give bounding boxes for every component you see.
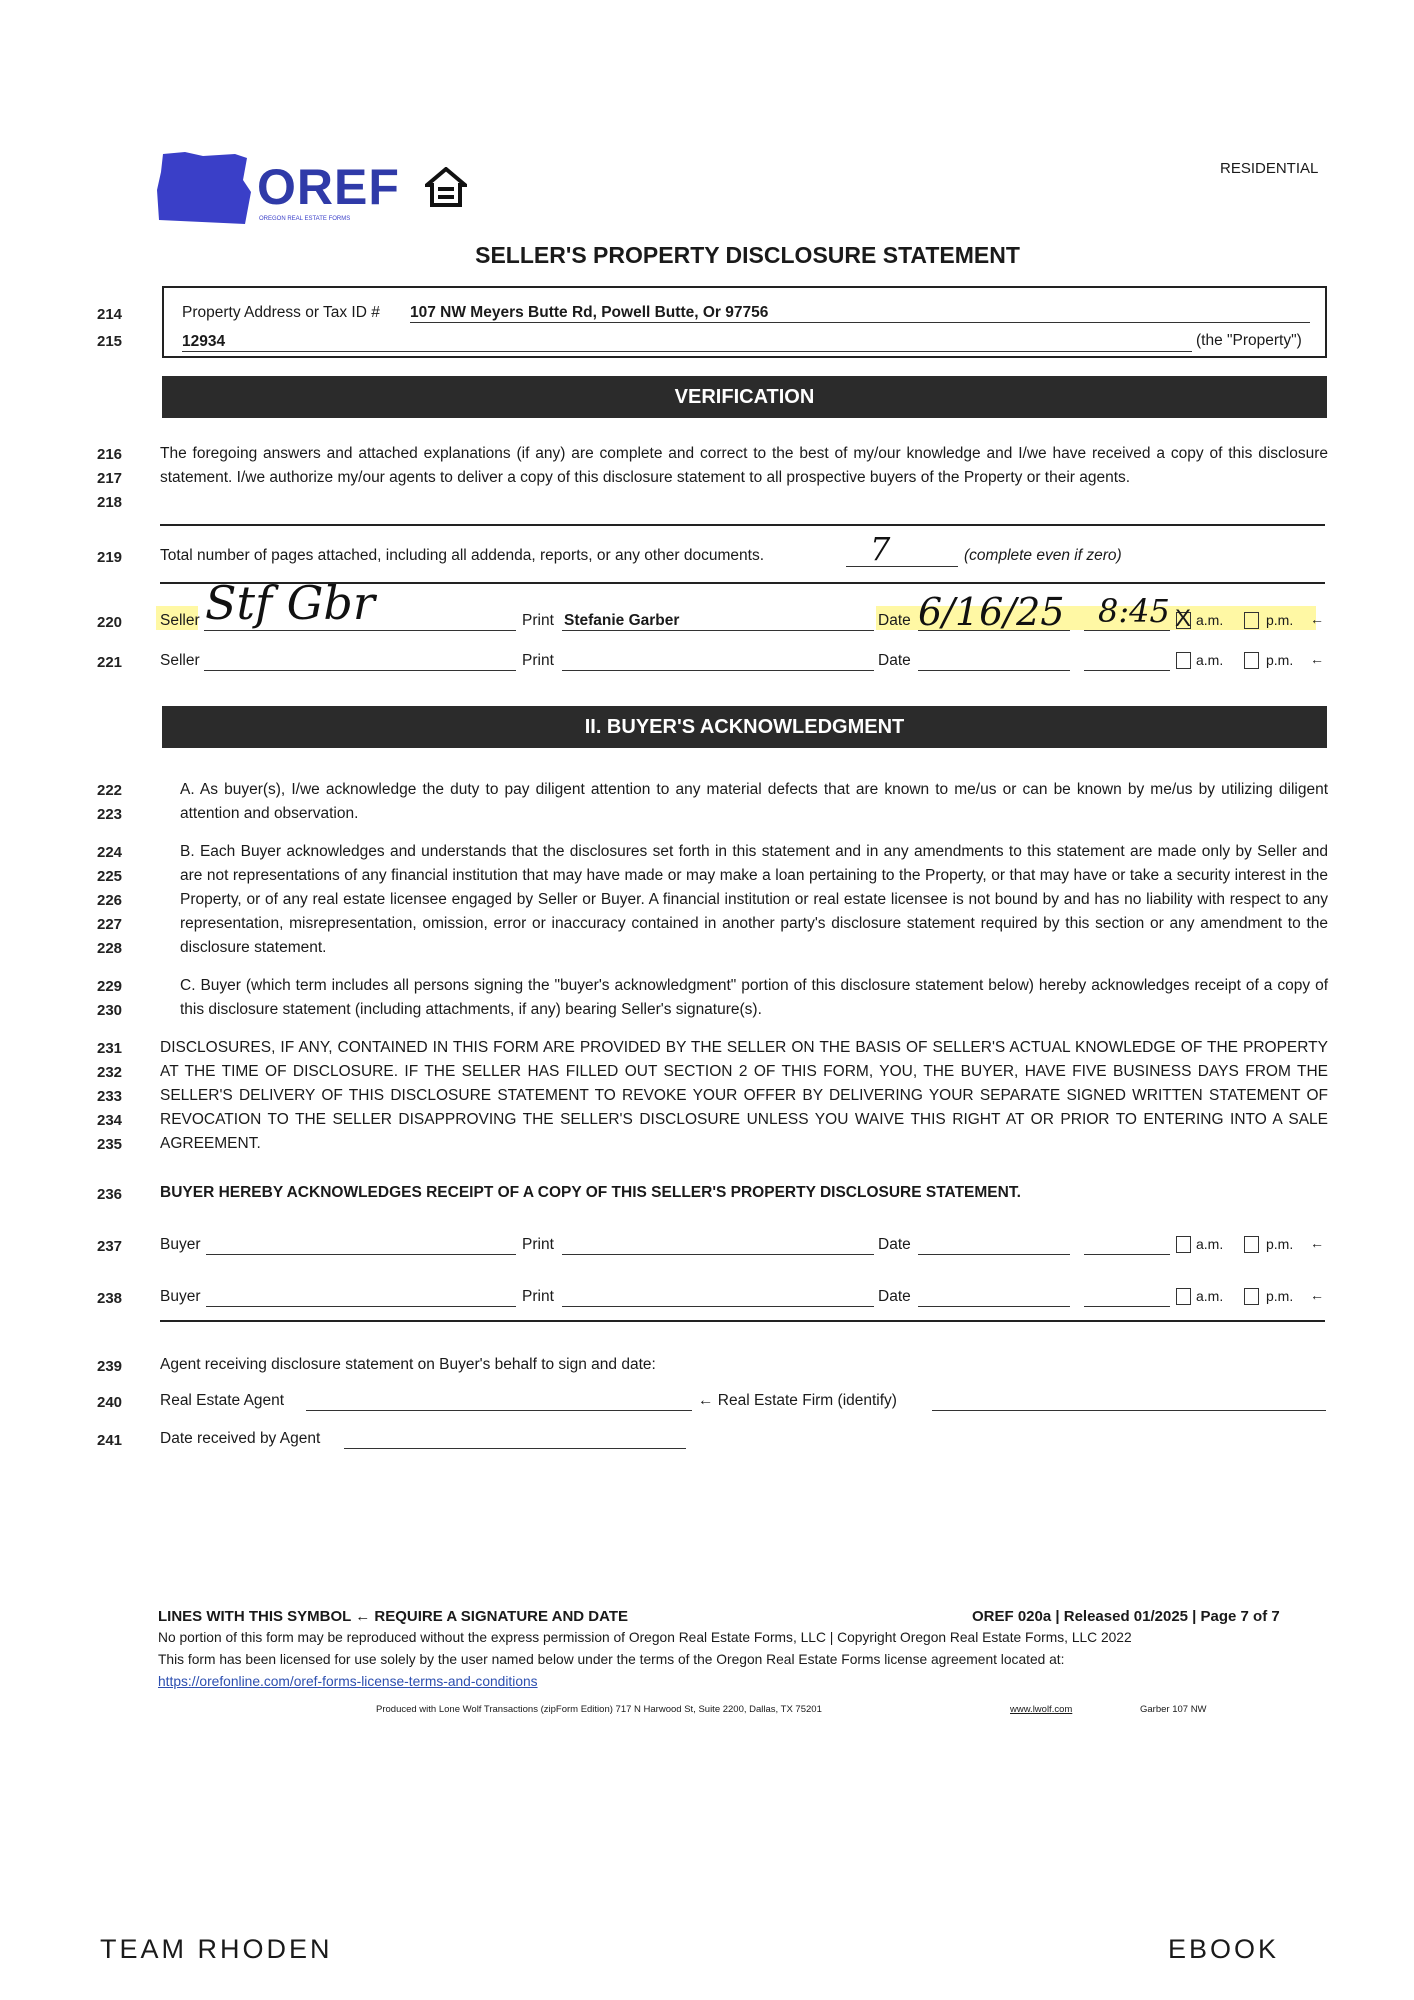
property-address-label: Property Address or Tax ID # <box>182 304 380 321</box>
seller-label: Seller <box>160 652 200 669</box>
line-number: 228 <box>97 940 123 957</box>
date-label: Date <box>878 1288 911 1305</box>
pm-checkbox[interactable] <box>1244 612 1259 629</box>
page-footer-left: TEAM RHODEN <box>100 1934 333 1964</box>
pm-label: p.m. <box>1266 1236 1294 1252</box>
page-footer-right: EBOOK <box>1168 1934 1280 1964</box>
date-received-label: Date received by Agent <box>160 1430 321 1447</box>
buyers-ack-c: C. Buyer (which term includes all persons signing the "buyer's acknowledgment" portion of this disclosure statement below) hereby acknowledges receipt of a copy of this disclosure statement (including attachments, if any) bearing Seller's signature(s). <box>180 977 1328 1018</box>
am-label: a.m. <box>1196 1236 1224 1252</box>
pm-checkbox[interactable] <box>1244 652 1259 669</box>
real-estate-firm-label: ← Real Estate Firm (identify) <box>698 1392 897 1409</box>
line-number: 222 <box>97 782 123 799</box>
line-number: 225 <box>97 868 123 885</box>
pm-label: p.m. <box>1266 652 1294 668</box>
symbol-note: LINES WITH THIS SYMBOL ← REQUIRE A SIGNATURE AND DATE <box>158 1608 629 1625</box>
buyers-ack-heading: II. BUYER'S ACKNOWLEDGMENT <box>162 706 1327 748</box>
am-label: a.m. <box>1196 1288 1224 1304</box>
property-suffix: (the "Property") <box>1196 332 1302 349</box>
copyright: No portion of this form may be reproduced without the express permission of Oregon Real Estate Forms, LLC | Copyright Oregon Real Estate Forms, LLC 2022 <box>158 1630 1132 1645</box>
am-checkbox[interactable] <box>1176 1288 1191 1305</box>
line-number: 223 <box>97 806 123 823</box>
line-number: 227 <box>97 916 123 933</box>
produced-link[interactable]: www.lwolf.com <box>1010 1704 1073 1715</box>
line-number: 232 <box>97 1064 123 1081</box>
file-ref: Garber 107 NW <box>1140 1704 1207 1715</box>
line-number: 239 <box>97 1358 123 1375</box>
logo-text: OREF <box>257 159 400 215</box>
seller-label: Seller <box>160 612 200 629</box>
am-checkbox[interactable] <box>1176 1236 1191 1253</box>
seller-print-value: Stefanie Garber <box>564 612 680 629</box>
pm-label: p.m. <box>1266 612 1294 628</box>
print-label: Print <box>522 1236 554 1253</box>
line-number: 234 <box>97 1112 123 1129</box>
signature-arrow: ← <box>1310 651 1324 667</box>
line-number: 214 <box>97 306 123 323</box>
license-text: This form has been licensed for use solely by the user named below under the terms of the Oregon Real Estate Forms license agreement located at: <box>158 1652 1065 1667</box>
print-label: Print <box>522 1288 554 1305</box>
line-number: 226 <box>97 892 123 909</box>
corner-label: RESIDENTIAL <box>1220 160 1319 177</box>
page-title: SELLER'S PROPERTY DISCLOSURE STATEMENT <box>475 242 1020 268</box>
license-link[interactable]: https://orefonline.com/oref-forms-license-terms-and-conditions <box>158 1674 538 1689</box>
line-number: 221 <box>97 654 123 671</box>
seller-time-value: 8:45 <box>1098 592 1170 630</box>
disclosure-caps: DISCLOSURES, IF ANY, CONTAINED IN THIS FORM ARE PROVIDED BY THE SELLER ON THE BASIS OF SELLER'S ACTUAL KNOWLEDGE OF THE PROPERTY AT THE TIME OF DISCLOSURE. IF THE SELLER HAS FILLED OUT SECTION 2 OF THIS FORM, YOU, THE BUYER, HAVE FIVE BUSINESS DAYS FROM THE SELLER'S DELIVERY OF THIS DISCLOSURE STATEMENT TO REVOKE YOUR OFFER BY DELIVERING YOUR SEPARATE SIGNED WRITTEN STATEMENT OF REVOCATION TO THE SELLER DISAPPROVING THE SELLER'S DISCLOSURE UNLESS YOU WAIVE THIS RIGHT AT OR PRIOR TO ENTERING INTO A SALE AGREEMENT. <box>160 1039 1328 1152</box>
seller-signature: Stf Gbr <box>205 576 375 630</box>
pages-label: Total number of pages attached, including all addenda, reports, or any other documents. <box>160 547 765 564</box>
line-number: 220 <box>97 614 123 631</box>
signature-arrow: ← <box>1310 611 1324 627</box>
signature-arrow: ← <box>1310 1287 1324 1303</box>
line-number: 216 <box>97 446 123 463</box>
line-number: 229 <box>97 978 123 995</box>
logo-subtext: OREGON REAL ESTATE FORMS <box>259 216 351 222</box>
date-label: Date <box>878 612 911 629</box>
pm-label: p.m. <box>1266 1288 1294 1304</box>
buyer-label: Buyer <box>160 1288 201 1305</box>
am-label: a.m. <box>1196 612 1224 628</box>
line-number: 235 <box>97 1136 123 1153</box>
equal-housing-icon <box>425 167 467 211</box>
property-address-value: 107 NW Meyers Butte Rd, Powell Butte, Or 97756 <box>410 304 769 321</box>
pages-note: (complete even if zero) <box>964 547 1122 564</box>
form-id: OREF 020a | Released 01/2025 | Page 7 of 7 <box>972 1608 1280 1625</box>
agent-receiving: Agent receiving disclosure statement on Buyer's behalf to sign and date: <box>160 1356 656 1373</box>
pages-value: 7 <box>870 530 891 568</box>
line-number: 230 <box>97 1002 123 1019</box>
line-number: 236 <box>97 1186 123 1203</box>
line-number: 233 <box>97 1088 123 1105</box>
am-checkbox[interactable] <box>1176 652 1191 669</box>
verification-heading: VERIFICATION <box>162 376 1327 418</box>
print-label: Print <box>522 652 554 669</box>
date-label: Date <box>878 1236 911 1253</box>
line-number: 217 <box>97 470 123 487</box>
line-number: 219 <box>97 549 123 566</box>
pm-checkbox[interactable] <box>1244 1288 1259 1305</box>
line-number: 237 <box>97 1238 123 1255</box>
line-number: 231 <box>97 1040 123 1057</box>
buyers-ack-a: A. As buyer(s), I/we acknowledge the duty to pay diligent attention to any material defects that are known to me/us or can be known by me/us by utilizing diligent attention and observation. <box>180 781 1328 822</box>
pm-checkbox[interactable] <box>1244 1236 1259 1253</box>
line-number: 218 <box>97 494 123 511</box>
verification-paragraph: The foregoing answers and attached explanations (if any) are complete and correct to the best of my/our knowledge and I/we have received a copy of this disclosure statement. I/we authorize my/our agents to deliver a copy of this disclosure statement to all prospective buyers of the Property or their agents. <box>160 445 1328 486</box>
real-estate-agent-label: Real Estate Agent <box>160 1392 285 1409</box>
buyers-ack-b: B. Each Buyer acknowledges and understands that the disclosures set forth in this statement and in any amendments to this statement are made only by Seller and are not representations of any financial institution that may have made or may make a loan pertaining to the Property, or that may have or take a security interest in the Property, or of any real estate licensee engaged by Seller or Buyer. A financial institution or real estate licensee is not bound by and has no liability with respect to any representation, misrepresentation, omission, error or inaccuracy contained in another party's disclosure statement required by this section or any amendment to the disclosure statement. <box>180 843 1328 956</box>
am-label: a.m. <box>1196 652 1224 668</box>
line-number: 224 <box>97 844 123 861</box>
oref-logo <box>155 150 415 230</box>
tax-id-value: 12934 <box>182 333 226 350</box>
produced-with: Produced with Lone Wolf Transactions (zipForm Edition) 717 N Harwood St, Suite 2200, Dallas, TX 75201 <box>376 1704 822 1715</box>
buyer-label: Buyer <box>160 1236 201 1253</box>
print-label: Print <box>522 612 554 629</box>
line-number: 238 <box>97 1290 123 1307</box>
am-check-mark: X <box>1175 605 1192 632</box>
line-number: 240 <box>97 1394 123 1411</box>
line-number: 241 <box>97 1432 123 1449</box>
oregon-map-icon <box>155 150 253 226</box>
date-label: Date <box>878 652 911 669</box>
line-number: 215 <box>97 333 123 350</box>
signature-arrow: ← <box>1310 1235 1324 1251</box>
seller-date-value: 6/16/25 <box>918 590 1065 634</box>
buyer-receipt: BUYER HEREBY ACKNOWLEDGES RECEIPT OF A COPY OF THIS SELLER'S PROPERTY DISCLOSURE STATEMENT. <box>160 1184 1021 1201</box>
